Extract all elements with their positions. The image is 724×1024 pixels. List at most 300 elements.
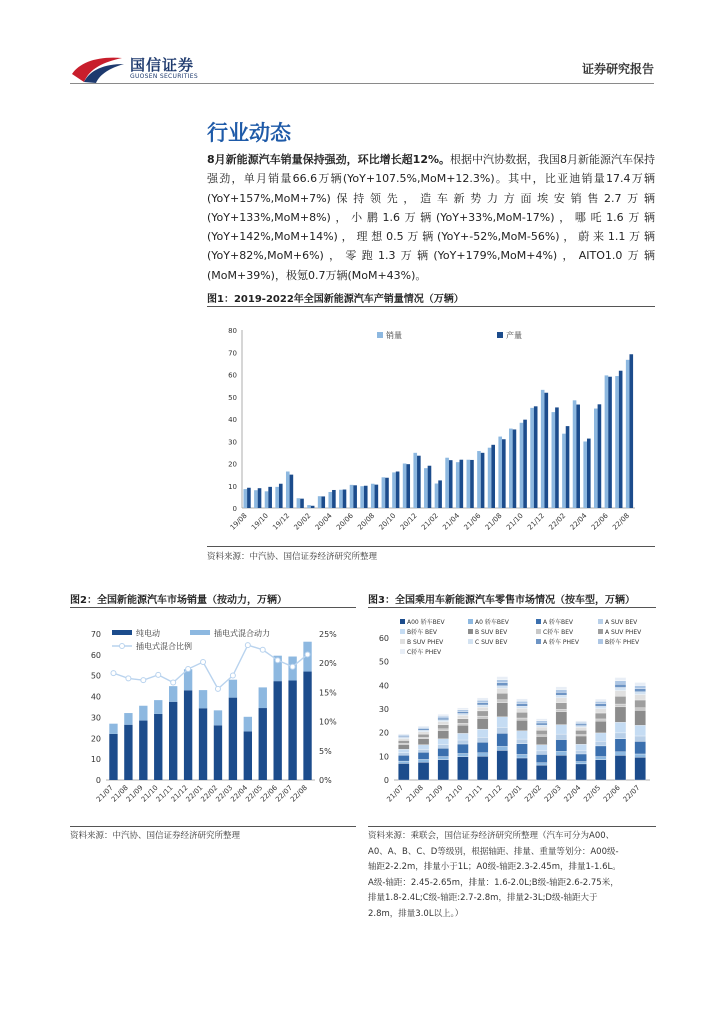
bar-production — [353, 485, 357, 508]
bar-segment — [438, 729, 449, 731]
bar-segment — [595, 719, 606, 721]
legend-swatch — [400, 639, 405, 644]
x-tick-label: 20/04 — [313, 511, 334, 532]
bar-segment — [418, 762, 429, 780]
bar-sales — [552, 412, 556, 508]
bar-production — [534, 406, 538, 508]
bar-production — [513, 429, 517, 508]
bar-production — [470, 460, 474, 508]
bar-segment — [516, 754, 527, 758]
bar-segment — [635, 741, 646, 754]
bar-segment — [398, 745, 409, 750]
bar-segment — [418, 737, 429, 738]
bar-sales — [541, 390, 545, 508]
bar-segment — [438, 757, 449, 760]
legend-swatch — [468, 619, 473, 624]
bar-segment — [556, 698, 567, 703]
x-tick-label: 22/06 — [259, 783, 280, 804]
bar-sales — [509, 429, 513, 508]
bar-phev — [199, 690, 207, 708]
bar-sales — [615, 376, 619, 508]
bar-segment — [457, 744, 468, 753]
bar-segment — [635, 725, 646, 736]
bar-segment — [477, 729, 488, 737]
bar-phev — [124, 713, 132, 725]
bar-segment — [635, 695, 646, 700]
fig1-top-rule — [207, 306, 655, 307]
bar-segment — [615, 739, 626, 752]
bar-segment — [438, 731, 449, 739]
bar-segment — [556, 751, 567, 755]
bar-segment — [536, 730, 547, 734]
section-title: 行业动态 — [207, 121, 291, 145]
x-tick-label: 21/08 — [405, 783, 425, 804]
bar-segment — [576, 736, 587, 744]
bar-segment — [418, 727, 429, 728]
bar-segment — [497, 693, 508, 700]
fig2-top-rule — [70, 607, 356, 608]
legend-swatch — [497, 332, 503, 338]
bar-sales — [498, 437, 502, 508]
bar-production — [460, 460, 464, 508]
legend-swatch — [468, 629, 473, 634]
x-tick-label: 21/10 — [504, 511, 525, 532]
x-tick-label: 21/10 — [139, 783, 160, 804]
bar-phev — [154, 700, 162, 714]
bar-segment — [457, 733, 468, 740]
bar-segment — [595, 704, 606, 707]
legend-swatch — [468, 639, 473, 644]
bar-segment — [457, 715, 468, 718]
y2-tick-label: 15% — [319, 688, 337, 698]
bar-segment — [477, 753, 488, 757]
y-tick-label: 0 — [383, 776, 389, 785]
x-tick-label: 22/06 — [589, 511, 610, 532]
bar-segment — [398, 761, 409, 763]
bar-segment — [438, 748, 449, 756]
bar-bev — [124, 725, 132, 780]
bar-segment — [536, 754, 547, 762]
bar-segment — [477, 756, 488, 780]
fig1-title: 图1：2019-2022年全国新能源汽车产销量情况（万辆） — [207, 294, 464, 305]
bar-production — [629, 354, 633, 508]
bar-segment — [497, 683, 508, 686]
bar-segment — [576, 722, 587, 724]
line-point — [245, 643, 250, 648]
legend-label: A 轿车 PHEV — [543, 639, 579, 646]
legend-swatch — [536, 639, 541, 644]
fig2-chart — [70, 614, 356, 824]
bar-segment — [595, 713, 606, 719]
bar-segment — [576, 744, 587, 750]
fig2-title: 图2：全国新能源汽车市场销量（按动力，万辆） — [70, 595, 287, 606]
legend-swatch — [400, 619, 405, 624]
bar-production — [311, 506, 315, 508]
bar-sales — [413, 453, 417, 508]
bar-segment — [536, 765, 547, 780]
bar-sales — [424, 468, 428, 508]
bar-segment — [595, 701, 606, 703]
bar-segment — [516, 704, 527, 707]
bar-bev — [169, 702, 177, 780]
bar-segment — [576, 730, 587, 734]
bar-segment — [615, 722, 626, 733]
bar-production — [481, 453, 485, 508]
bar-segment — [536, 723, 547, 725]
legend-swatch — [536, 629, 541, 634]
bar-segment — [398, 753, 409, 755]
x-tick-label: 20/10 — [377, 511, 398, 532]
bar-sales — [243, 489, 247, 508]
bar-segment — [477, 742, 488, 753]
bar-segment — [457, 712, 468, 714]
bar-segment — [418, 745, 429, 750]
bar-phev — [109, 724, 117, 734]
x-tick-label: 22/04 — [562, 783, 583, 804]
bar-production — [428, 466, 432, 508]
bar-production — [438, 480, 442, 508]
bar-segment — [595, 721, 606, 733]
bar-segment — [497, 717, 508, 728]
bar-segment — [536, 751, 547, 755]
bar-segment — [536, 725, 547, 727]
bar-segment — [477, 718, 488, 729]
logo-text-cn: 国信证券 — [130, 56, 195, 74]
bar-segment — [615, 733, 626, 739]
x-tick-label: 21/11 — [154, 783, 175, 804]
legend-label: C SUV BEV — [475, 639, 508, 646]
bar-segment — [457, 757, 468, 780]
bar-sales — [360, 486, 364, 508]
bar-segment — [497, 686, 508, 689]
bar-segment — [635, 757, 646, 780]
bar-sales — [382, 477, 386, 508]
bar-segment — [615, 691, 626, 697]
bar-segment — [418, 732, 429, 734]
bar-segment — [398, 763, 409, 780]
bar-segment — [576, 750, 587, 754]
page-header — [0, 0, 724, 90]
bar-segment — [398, 739, 409, 741]
bar-sales — [530, 408, 534, 508]
bar-segment — [615, 752, 626, 756]
line-point — [275, 658, 280, 663]
bar-segment — [477, 703, 488, 705]
bar-segment — [556, 734, 567, 739]
bar-segment — [536, 727, 547, 730]
legend-label: A 轿车BEV — [543, 619, 574, 626]
fig2-bottom-rule — [70, 826, 356, 827]
y-tick-label: 50 — [228, 393, 237, 402]
legend-label: C轿车 PHEV — [407, 649, 442, 656]
line-point — [111, 671, 116, 676]
bar-segment — [516, 720, 527, 731]
y-tick-label: 30 — [90, 713, 101, 723]
y2-tick-label: 0% — [319, 776, 332, 785]
fig3-source-line: 排量1.8-2.4L;C级-轴距:2.7-2.8m，排量2-3L;D级-轴距大于 — [368, 893, 598, 903]
x-tick-label: 20/08 — [356, 511, 377, 532]
bar-segment — [615, 678, 626, 681]
bar-bev — [303, 672, 311, 780]
bar-segment — [576, 754, 587, 762]
x-tick-label: 20/02 — [292, 511, 313, 532]
line-point — [141, 678, 146, 683]
y-tick-label: 50 — [378, 657, 389, 667]
bar-segment — [635, 754, 646, 757]
bar-phev — [259, 687, 267, 708]
bar-segment — [576, 721, 587, 722]
legend-swatch — [400, 629, 405, 634]
line-point — [290, 664, 295, 669]
bar-sales — [318, 496, 322, 508]
paragraph-lead: 8月新能源汽车销量保持强劲，环比增长超12%。 — [207, 153, 450, 166]
bar-segment — [595, 699, 606, 701]
bar-segment — [497, 746, 508, 750]
bar-sales — [562, 434, 566, 508]
bar-segment — [457, 710, 468, 712]
bar-segment — [438, 714, 449, 716]
y-tick-label: 10 — [228, 482, 237, 491]
bar-production — [247, 488, 251, 508]
x-tick-label: 20/12 — [398, 511, 419, 532]
bar-segment — [398, 743, 409, 744]
bar-sales — [477, 451, 481, 508]
bar-segment — [497, 703, 508, 717]
legend-swatch — [112, 630, 132, 635]
y-tick-label: 30 — [228, 438, 237, 447]
bar-segment — [556, 687, 567, 690]
bar-segment — [556, 690, 567, 693]
bar-production — [523, 420, 527, 508]
bar-segment — [556, 740, 567, 752]
bar-segment — [516, 718, 527, 720]
bar-segment — [497, 688, 508, 693]
y2-tick-label: 25% — [319, 630, 337, 639]
bar-segment — [615, 687, 626, 690]
bar-segment — [556, 692, 567, 695]
bar-sales — [286, 472, 290, 508]
bar-segment — [556, 725, 567, 734]
bar-segment — [595, 709, 606, 713]
fig3-title: 图3：全国乘用车新能源汽车零售市场情况（按车型，万辆） — [368, 595, 635, 606]
fig2-source: 资料来源：中汽协、国信证券经济研究所整理 — [70, 831, 241, 841]
bar-production — [406, 464, 410, 508]
x-tick-label: 21/12 — [169, 783, 190, 804]
bar-segment — [615, 696, 626, 704]
x-tick-label: 19/10 — [250, 511, 270, 532]
bar-segment — [418, 739, 429, 745]
bar-segment — [576, 735, 587, 736]
fig1-chart — [207, 312, 655, 544]
bar-sales — [275, 487, 279, 508]
guosen-logo-icon — [70, 52, 126, 84]
legend-label: A0 轿车BEV — [475, 619, 509, 626]
fig3-source-line: 2.8m，排量3.0L以上。） — [368, 908, 464, 919]
y-tick-label: 80 — [228, 327, 237, 335]
bar-segment — [418, 730, 429, 731]
guosen-logo — [70, 52, 210, 84]
bar-segment — [457, 723, 468, 725]
x-tick-label: 22/01 — [503, 783, 524, 804]
x-tick-label: 21/10 — [444, 783, 465, 804]
fig3-source-line: 轴距2-2.2m，排量小于1L；A0级-轴距2.3-2.45m，排量1-1.6L。 — [368, 862, 621, 872]
bar-segment — [457, 719, 468, 723]
bar-production — [545, 393, 549, 508]
bar-production — [321, 496, 325, 508]
line-point — [126, 676, 131, 681]
fig3-source-line: A级-轴距：2.45-2.65m，排量：1.6-2.0L;B级-轴距2.6-2.75米， — [368, 877, 619, 888]
fig3-source — [368, 829, 658, 922]
bar-production — [555, 407, 559, 508]
bar-bev — [199, 708, 207, 780]
fig1-bottom-rule — [207, 546, 655, 547]
bar-segment — [497, 700, 508, 703]
bar-production — [491, 445, 495, 508]
bar-sales — [467, 460, 471, 508]
bar-segment — [615, 684, 626, 687]
legend-swatch — [190, 630, 210, 635]
bar-sales — [488, 448, 492, 508]
bar-segment — [398, 735, 409, 736]
bar-phev — [214, 710, 222, 725]
header-divider — [70, 83, 654, 84]
bar-segment — [516, 758, 527, 780]
bar-production — [396, 472, 400, 508]
x-tick-label: 21/11 — [464, 783, 485, 804]
bar-production — [566, 426, 570, 508]
bar-segment — [595, 757, 606, 760]
bar-segment — [418, 734, 429, 737]
y-tick-label: 70 — [90, 630, 101, 639]
fig1-source: 资料来源：中汽协、国信证券经济研究所整理 — [207, 552, 378, 562]
y-tick-label: 40 — [228, 416, 237, 424]
legend-swatch — [598, 629, 603, 634]
x-tick-label: 22/06 — [601, 783, 622, 804]
legend-swatch — [377, 332, 383, 338]
y-tick-label: 40 — [378, 681, 389, 691]
y-tick-label: 10 — [90, 755, 101, 765]
legend-label: B轿车 PHEV — [605, 639, 640, 646]
x-tick-label: 22/04 — [229, 783, 250, 804]
bar-segment — [398, 736, 409, 737]
bar-bev — [214, 725, 222, 780]
legend-label: B SUV BEV — [475, 629, 508, 636]
bar-segment — [615, 707, 626, 722]
bar-segment — [536, 721, 547, 723]
bar-sales — [573, 400, 577, 508]
y2-tick-label: 10% — [319, 717, 337, 727]
bar-segment — [516, 744, 527, 755]
line-point — [201, 660, 206, 665]
bar-segment — [556, 755, 567, 780]
line-point — [305, 652, 310, 657]
bar-segment — [438, 739, 449, 745]
bar-segment — [516, 712, 527, 718]
y2-tick-label: 20% — [319, 659, 337, 669]
bar-segment — [398, 740, 409, 743]
bar-phev — [139, 706, 147, 721]
bar-segment — [635, 686, 646, 689]
line-point — [215, 686, 220, 691]
bar-sales — [583, 441, 587, 508]
bar-production — [364, 486, 368, 508]
bar-segment — [516, 731, 527, 739]
bar-segment — [635, 682, 646, 685]
bar-production — [449, 460, 453, 508]
x-tick-label: 19/08 — [228, 511, 249, 532]
legend-swatch — [536, 619, 541, 624]
x-tick-label: 22/03 — [542, 783, 563, 804]
bar-segment — [497, 677, 508, 680]
legend-swatch — [120, 644, 125, 649]
bar-segment — [477, 707, 488, 711]
bar-production — [502, 439, 506, 508]
line-point — [260, 647, 265, 652]
x-tick-label: 22/05 — [582, 783, 603, 804]
bar-segment — [457, 713, 468, 715]
bar-segment — [516, 699, 527, 701]
bar-sales — [403, 464, 407, 509]
bar-bev — [259, 708, 267, 780]
bar-segment — [438, 720, 449, 722]
bar-segment — [398, 737, 409, 738]
bar-segment — [635, 689, 646, 692]
bar-segment — [477, 716, 488, 718]
bar-segment — [438, 722, 449, 725]
bar-segment — [497, 680, 508, 683]
x-tick-label: 21/07 — [94, 783, 115, 804]
bar-segment — [457, 740, 468, 744]
legend-label: A SUV PHEV — [605, 629, 642, 636]
bar-production — [587, 439, 591, 508]
legend-label: C轿车 BEV — [543, 629, 574, 636]
legend-label: A00 轿车BEV — [407, 619, 445, 626]
bar-sales — [445, 458, 449, 508]
legend-swatch — [400, 649, 405, 654]
bar-segment — [576, 726, 587, 728]
y2-tick-label: 5% — [319, 746, 332, 756]
x-tick-label: 22/02 — [199, 783, 220, 804]
bar-production — [608, 377, 612, 508]
bar-segment — [556, 709, 567, 711]
x-tick-label: 21/07 — [385, 783, 406, 804]
y-tick-label: 70 — [228, 349, 237, 358]
bar-segment — [516, 739, 527, 744]
bar-segment — [536, 719, 547, 721]
bar-segment — [635, 700, 646, 708]
bar-production — [576, 405, 580, 508]
bar-sales — [307, 505, 311, 508]
y-tick-label: 10 — [378, 752, 389, 762]
bar-segment — [635, 736, 646, 741]
bar-segment — [398, 749, 409, 753]
report-type: 证券研究报告 — [581, 62, 654, 76]
bar-production — [300, 499, 304, 508]
y-tick-label: 20 — [228, 460, 237, 469]
bar-production — [375, 485, 379, 508]
legend-swatch — [598, 639, 603, 644]
bar-sales — [626, 360, 630, 508]
x-tick-label: 21/06 — [462, 511, 483, 532]
y-tick-label: 20 — [378, 728, 389, 738]
bar-segment — [457, 753, 468, 756]
bar-production — [268, 487, 272, 508]
bar-production — [258, 488, 262, 508]
bar-sales — [435, 484, 439, 508]
bar-segment — [457, 708, 468, 710]
x-tick-label: 22/08 — [611, 511, 632, 532]
legend-label: 产量 — [506, 331, 522, 340]
